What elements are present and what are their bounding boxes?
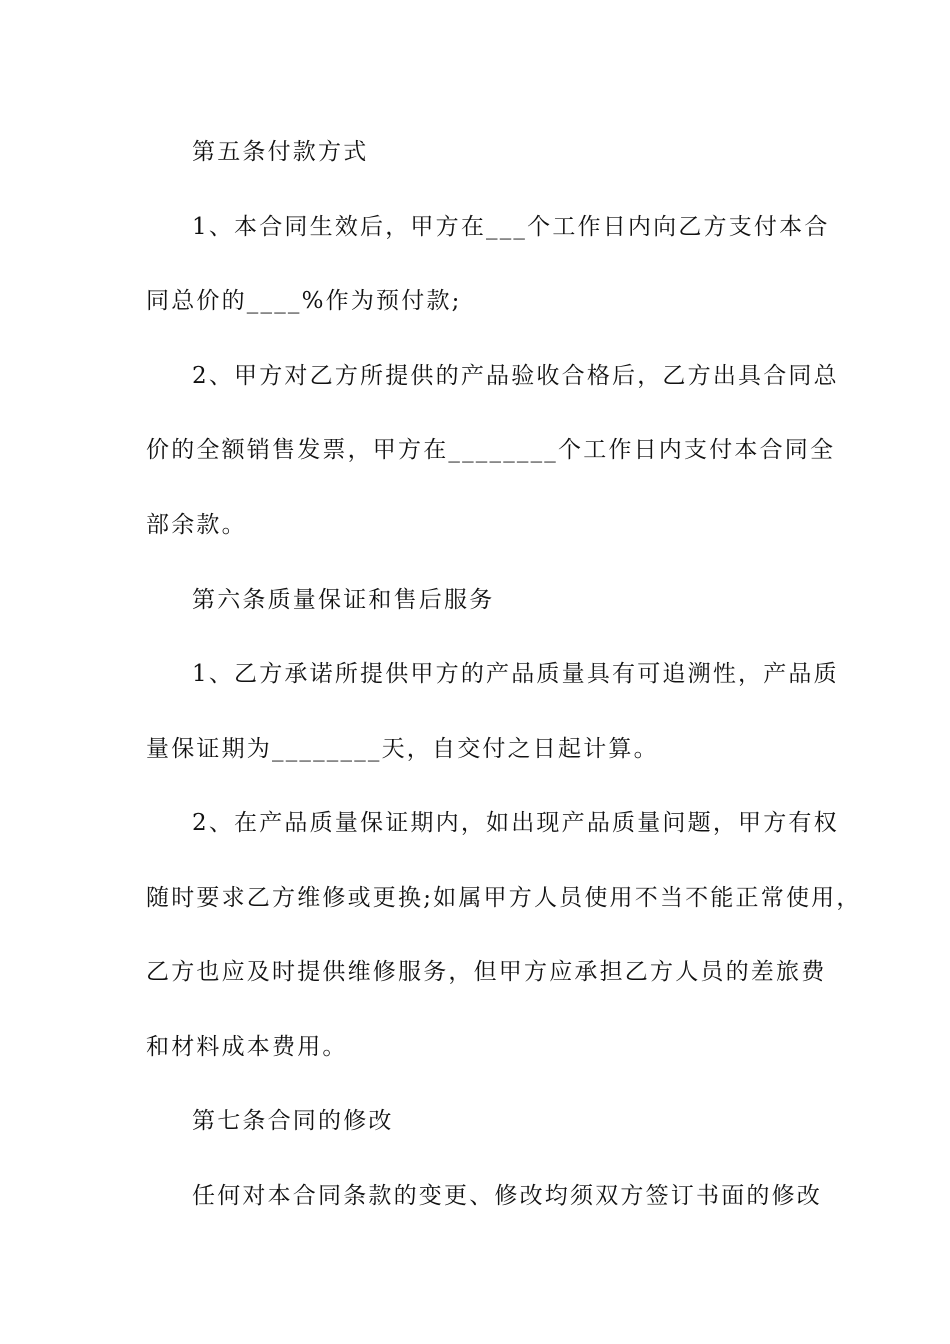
section-heading-6: 第六条质量保证和售后服务 (192, 587, 495, 613)
paragraph-line: 量保证期为________天，自交付之日起计算。 (146, 736, 659, 762)
paragraph-line: 1、本合同生效后，甲方在___个工作日内向乙方支付本合 (192, 214, 830, 240)
paragraph-line: 任何对本合同条款的变更、修改均须双方签订书面的修改 (192, 1183, 822, 1209)
paragraph-line: 价的全额销售发票，甲方在________个工作日内支付本合同全 (146, 437, 836, 463)
paragraph-line: 随时要求乙方维修或更换;如属甲方人员使用不当不能正常使用， (146, 885, 862, 911)
paragraph-line: 乙方也应及时提供维修服务，但甲方应承担乙方人员的差旅费 (146, 959, 827, 985)
paragraph-line: 部余款。 (146, 512, 247, 538)
paragraph-line: 2、在产品质量保证期内，如出现产品质量问题，甲方有权 (192, 810, 839, 836)
paragraph-line: 1、乙方承诺所提供甲方的产品质量具有可追溯性，产品质 (192, 661, 839, 687)
paragraph-line: 同总价的____%作为预付款; (146, 288, 462, 314)
paragraph-line: 2、甲方对乙方所提供的产品验收合格后，乙方出具合同总 (192, 363, 839, 389)
section-heading-7: 第七条合同的修改 (192, 1108, 394, 1134)
section-heading-5: 第五条付款方式 (192, 139, 369, 165)
paragraph-line: 和材料成本费用。 (146, 1034, 348, 1060)
